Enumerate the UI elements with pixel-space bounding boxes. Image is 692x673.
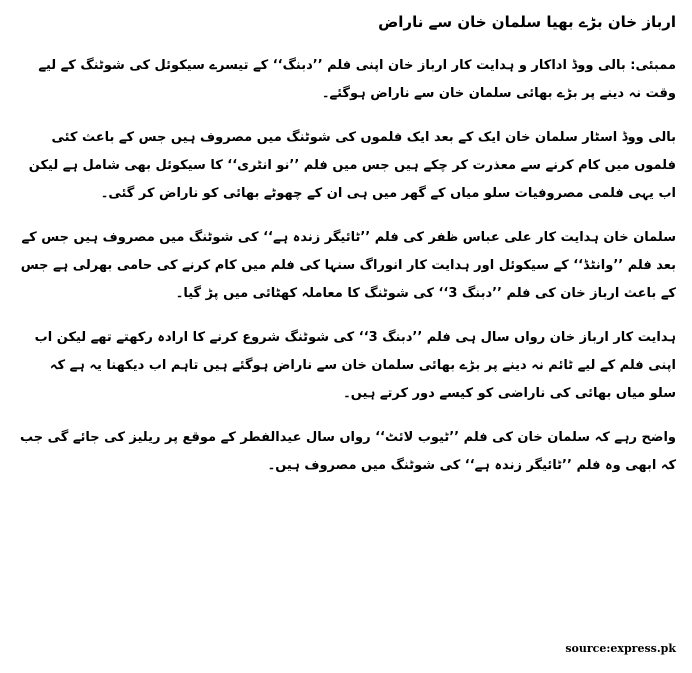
article-paragraph-2: بالی ووڈ اسٹار سلمان خان ایک کے بعد ایک فلموں کی شوٹنگ میں مصروف ہیں جس کے باعث کئی فلموں میں کام کرنے سے معذرت کر چکے ہیں جس میں فلم ’’نو انٹری‘‘ کا سیکوئل بھی شامل ہے لیکن اب یہی فلمی مصروفیات سلو میاں کے گھر میں ہی ان کے چھوٹے بھائی کو ناراض کر گئی۔ xyxy=(28,130,676,201)
article-paragraph-4: ہدایت کار ارباز خان رواں سال ہی فلم ’’دبنگ 3‘‘ کی شوٹنگ شروع کرنے کا ارادہ رکھتے تھے لیکن اب اپنی فلم کے لیے ٹائم نہ دینے پر بڑے بھائی سلمان خان سے ناراض ہوگئے ہیں تاہم اب دیکھنا یہ ہے کہ سلو میاں بھائی کی ناراضی کو کیسے دور کرتے ہیں۔ xyxy=(34,330,676,401)
article-paragraph-5: واضح رہے کہ سلمان خان کی فلم ’’ٹیوب لائٹ‘‘ رواں سال عیدالفطر کے موقع پر ریلیز کی جائے گی جب کہ ابھی وہ فلم ’’ٹائیگر زندہ ہے‘‘ کی شوٹنگ میں مصروف ہیں۔ xyxy=(20,430,676,473)
source-credit: source:express.pk xyxy=(565,642,676,655)
article-body xyxy=(20,8,676,496)
article-headline: ارباز خان بڑے بھیا سلمان خان سے ناراض xyxy=(378,13,676,31)
article-paragraph-3: سلمان خان ہدایت کار علی عباس ظفر کی فلم ’’ٹائیگر زندہ ہے‘‘ کی شوٹنگ میں مصروف ہیں جس کے بعد فلم ’’وانٹڈ‘‘ کے سیکوئل اور ہدایت کار انوراگ سنہا کی فلم میں کام کرنے کی حامی بھرلی ہے جس کے باعث ارباز خان کی فلم ’’دبنگ 3‘‘ کی شوٹنگ کا معاملہ کھٹائی میں پڑ گیا۔ xyxy=(20,230,676,301)
article-paragraph-1: ممبئی: بالی ووڈ اداکار و ہدایت کار ارباز خان اپنی فلم ’’دبنگ‘‘ کے تیسرے سیکوئل کی شوٹنگ کے لیے وقت نہ دینے پر بڑے بھائی سلمان خان سے ناراض ہوگئے۔ xyxy=(38,58,676,101)
